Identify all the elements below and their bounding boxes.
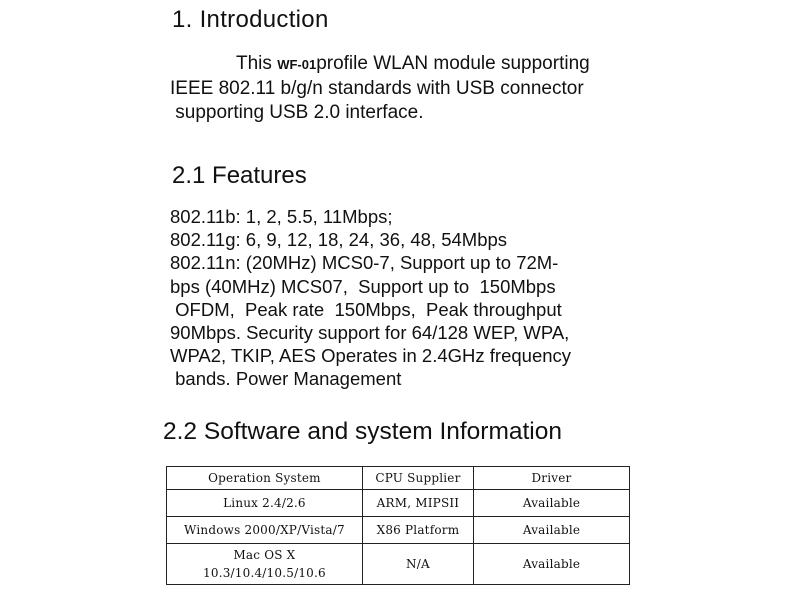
feature-line: 802.11n: (20MHz) MCS0-7, Support up to 72M- [170,252,559,274]
feature-line: OFDM, Peak rate 150Mbps, Peak throughput [170,298,562,320]
cell-driver: Available [474,490,630,517]
cell-os: Linux 2.4/2.6 [167,490,363,517]
feature-line: 90Mbps. Security support for 64/128 WEP, WPA, [170,322,570,344]
software-heading: 2.2 Software and system Information [163,418,562,445]
header-operation-system: Operation System [167,467,363,490]
intro-line-1 [170,52,640,77]
cell-os-name: Mac OS X [233,548,296,562]
header-driver: Driver [474,467,630,490]
feature-line: 802.11b: 1, 2, 5.5, 11Mbps; [170,206,393,227]
intro-line-3: supporting USB 2.0 interface. [170,102,424,123]
feature-line: 802.11g: 6, 9, 12, 18, 24, 36, 48, 54Mbps [170,229,508,251]
table-row [167,490,630,517]
cell-driver: Available [474,517,630,544]
table-header-row [167,467,630,490]
introduction-paragraph [170,52,640,125]
cell-driver: Available [474,544,630,585]
introduction-heading: 1. Introduction [172,6,329,33]
system-info-table [166,466,630,585]
cell-cpu: N/A [362,544,473,585]
cell-os: Windows 2000/XP/Vista/7 [167,517,363,544]
intro-line-2: IEEE 802.11 b/g/n standards with USB connector [170,78,584,99]
cell-cpu: X86 Platform [362,517,473,544]
intro-line-1-suffix: profile WLAN module supporting [316,53,590,74]
cell-os-versions: 10.3/10.4/10.5/10.6 [203,566,326,580]
features-heading: 2.1 Features [172,162,307,189]
cell-cpu: ARM, MIPSII [362,490,473,517]
features-list [170,205,640,391]
cell-os [167,544,363,585]
table-row [167,517,630,544]
module-name: WF-01 [277,57,317,72]
table-row [167,544,630,585]
feature-line: WPA2, TKIP, AES Operates in 2.4GHz frequency [170,345,572,367]
feature-line: bps (40MHz) MCS07, Support up to 150Mbps [170,275,556,297]
feature-line: bands. Power Management [170,368,402,390]
intro-line-1-prefix: This [236,53,278,74]
header-cpu-supplier: CPU Supplier [362,467,473,490]
